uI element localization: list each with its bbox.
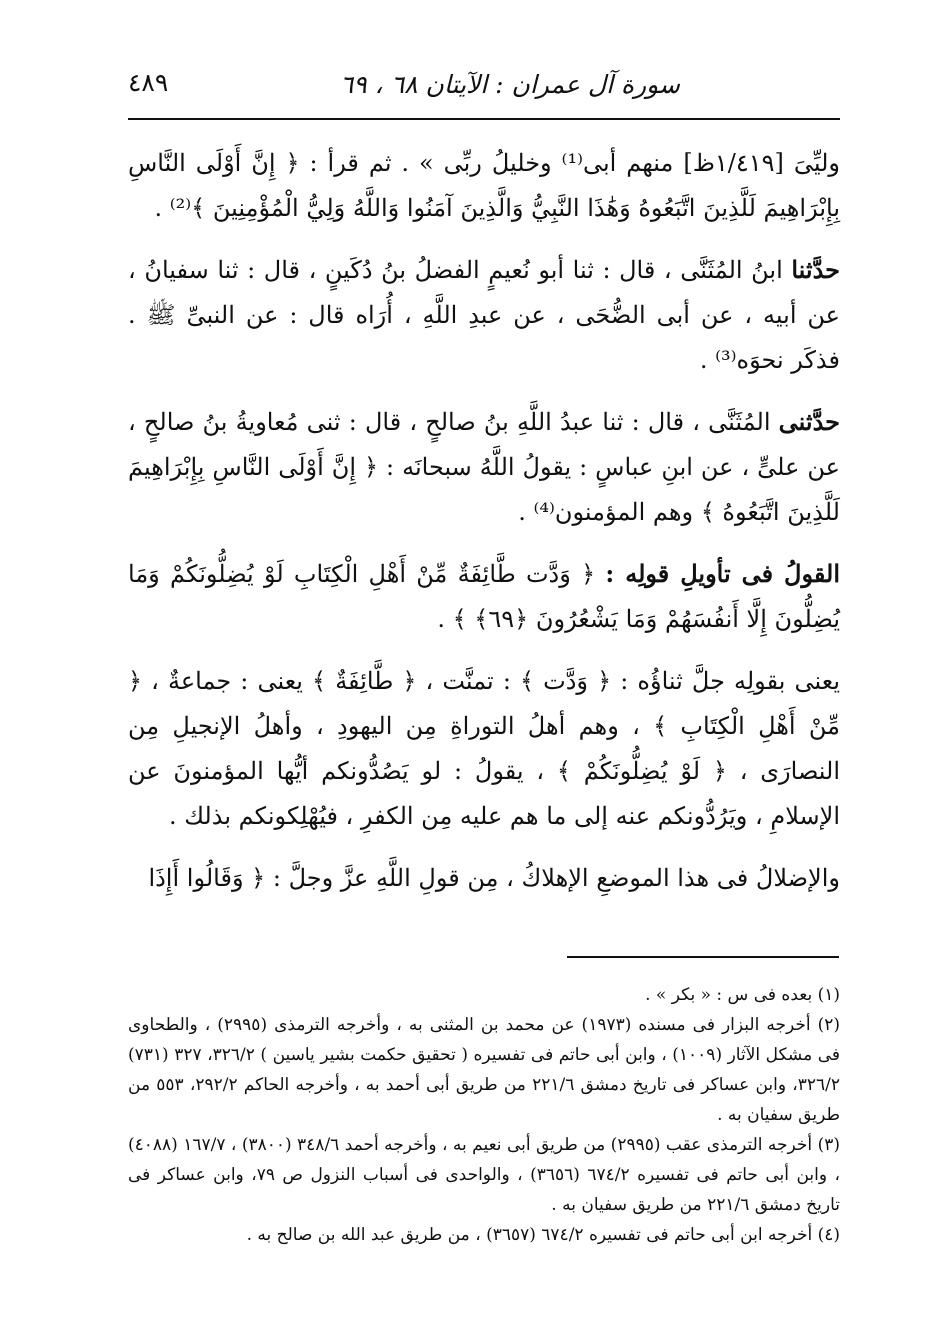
paragraph-4	[128, 551, 840, 642]
paragraph-6-text: والإضلالُ فى هذا الموضعِ الإهلاكُ ، مِن قولِ اللَّهِ عزَّ وجلَّ : ﴿ وَقَالُوا أَإِذَا	[148, 864, 840, 892]
paragraph-6	[128, 855, 840, 901]
paragraph-5-text: يعنى بقولِه جلَّ ثناؤُه : ﴿ وَدَّت ﴾ : تمنَّت ، ﴿ طَّائِفَةٌ ﴾ يعنى : جماعةٌ ، ﴿ مِّنْ أَهْلِ الْكِتَابِ ﴾ ، وهم أهلُ التوراةِ مِن اليهودِ ، وأهلُ الإنجيلِ مِن النصارَى ، ﴿ لَوْ يُضِلُّونَكُمْ ﴾ ، يقولُ : لو يَصُدُّونكم أيُّها المؤمنونَ عن الإسلامِ ، ويَرُدُّونكم عنه إلى ما هم عليه مِن الكفرِ ، فيُهْلِكونكم بذلك .	[128, 667, 840, 830]
paragraph-3-text: المُثَنَّى ، قال : ثنا عبدُ اللَّهِ بنُ صالحٍ ، قال : ثنى مُعاويةُ بنُ صالحٍ ، عن علىٍّ ، عن ابنِ عباسٍ : يقولُ اللَّهُ سبحانَه : ﴿ إِنَّ أَوْلَى النَّاسِ بِإِبْرَاهِيمَ لَلَّذِينَ اتَّبَعُوهُ ﴾ وهم المؤمنون⁽⁴⁾ .	[128, 408, 840, 526]
page-header	[128, 62, 840, 112]
paragraph-2-lead: حدَّثنا	[791, 255, 840, 284]
footnote-3: (٣) أخرجه الترمذى عقب (٢٩٩٥) من طريق أبى نعيم به ، وأخرجه أحمد ٣٤٨/٦ (٣٨٠٠) ، ١٦٧/٧ (٤٠٨٨) ، وابن أبى حاتم فى تفسيره ٦٧٤/٢ (٣٦٥٦) ، والواحدى فى أسباب النزول ص ٧٩، وابن عساكر فى تاريخ دمشق ٢٢١/٦ من طريق سفيان به .	[128, 1135, 840, 1215]
header-divider	[128, 118, 840, 120]
footnote-divider	[567, 956, 839, 958]
paragraph-1	[128, 140, 840, 231]
paragraph-3-lead: حدَّثنى	[778, 407, 840, 436]
paragraph-4-lead: القولُ فى تأويلِ قولِه :	[605, 559, 841, 588]
footnote-4: (٤) أخرجه ابن أبى حاتم فى تفسيره ٦٧٤/٢ (٣٦٥٧) ، من طريق عبد الله بن صالح به .	[246, 1225, 840, 1245]
paragraph-3	[128, 399, 840, 535]
paragraph-4-text: ﴿ وَدَّت طَّائِفَةٌ مِّنْ أَهْلِ الْكِتَابِ لَوْ يُضِلُّونَكُمْ وَمَا يُضِلُّونَ إِلَّا أَنفُسَهُمْ وَمَا يَشْعُرُونَ ﴿٦٩﴾ ﴾ .	[128, 560, 840, 633]
paragraph-2	[128, 247, 840, 383]
paragraph-1-text: وليِّىَ [١/٤١٩ظ] منهم أبى⁽¹⁾ وخليلُ ربِّى » . ثم قرأ : ﴿ إِنَّ أَوْلَى النَّاسِ بِإِبْرَاهِيمَ لَلَّذِينَ اتَّبَعُوهُ وَهَٰذَا النَّبِيُّ وَالَّذِينَ آمَنُوا وَاللَّهُ وَلِيُّ الْمُؤْمِنِينَ ﴾⁽²⁾ .	[128, 149, 840, 222]
paragraph-2-text: ابنُ المُثَنَّى ، قال : ثنا أبو نُعيمٍ الفضلُ بنُ دُكَينٍ ، قال : ثنا سفيانُ ، عن أبيه ، عن أبى الضُّحَى ، عن عبدِ اللَّهِ ، أُرَاه قال : عن النبىِّ ﷺ . فذكَر نحوَه⁽³⁾ .	[128, 256, 840, 374]
page-number: ٤٨٩	[128, 68, 169, 97]
paragraph-5	[128, 658, 840, 839]
footnotes	[128, 980, 840, 1250]
footnote-2: (٢) أخرجه البزار فى مسنده (١٩٧٣) عن محمد بن المثنى به ، وأخرجه الترمذى (٢٩٩٥) ، والطحاوى فى مشكل الآثار (١٠٠٩) ، وابن أبى حاتم فى تفسيره ( تحقيق حكمت بشير ياسين ) ٣٢٦/٢، ٣٢٧ (٧٣١) ٣٢٦/٢، وابن عساكر فى تاريخ دمشق ٢٢١/٦ من طريق أبى أحمد به ، وأخرجه الحاكم ٢٩٢/٢، ٥٥٣ من طريق سفيان به .	[128, 1015, 841, 1125]
running-head-title: سورة آل عمران : الآيتان ٦٨ ، ٦٩	[339, 70, 680, 99]
main-text	[128, 140, 840, 917]
footnote-1: (١) بعده فى س : « بكر » .	[645, 985, 840, 1005]
